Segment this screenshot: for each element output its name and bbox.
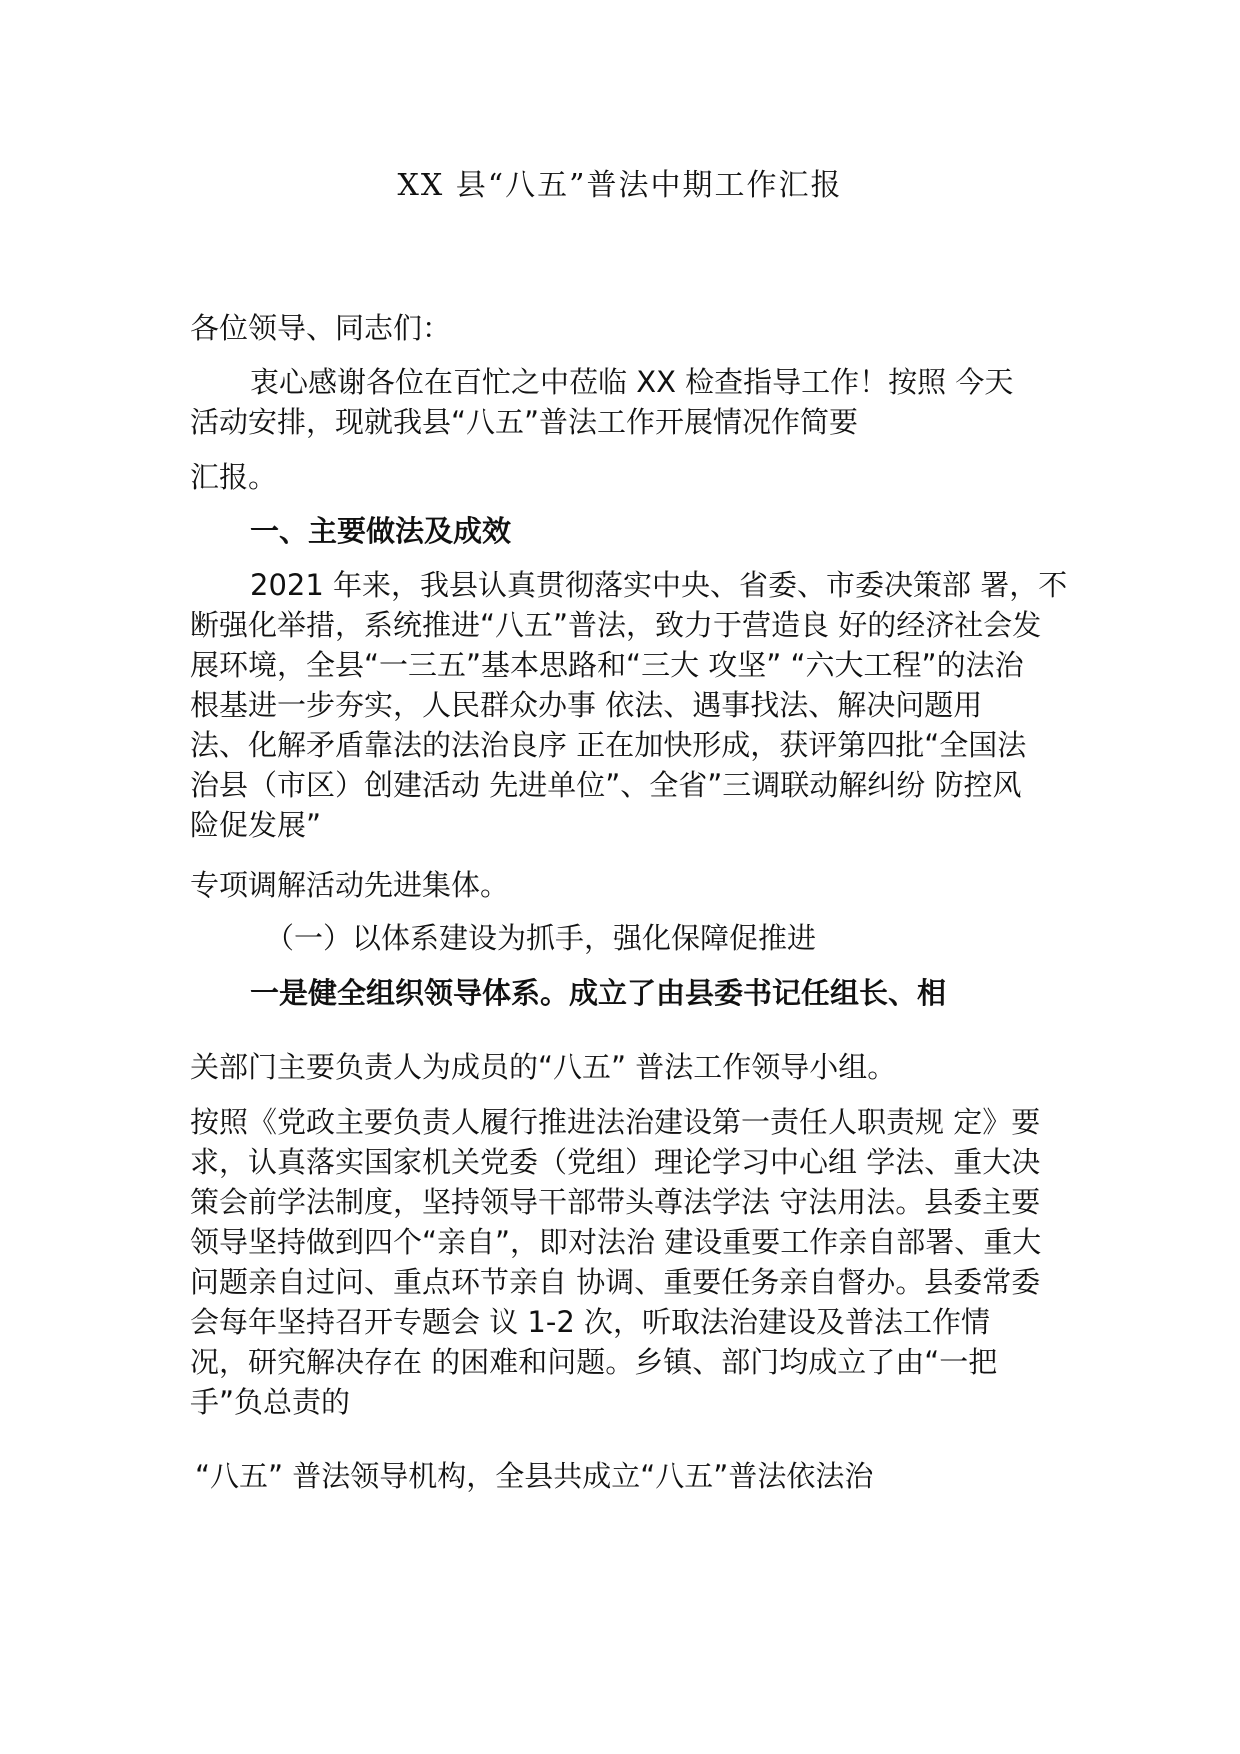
- paragraph-line: 关部门主要负责人为成员的“八五” 普法工作领导小组。: [190, 1050, 897, 1084]
- paragraph-line: “八五” 普法领导机构，全县共成立“八五”普法依法治: [195, 1459, 874, 1493]
- paragraph-line: 一是健全组织领导体系。成立了由县委书记任组长、相: [250, 976, 947, 1010]
- paragraph-line: 展环境，全县“一三五”基本思路和“三大 攻坚” “六大工程”的法治: [190, 648, 1024, 682]
- paragraph-line: 专项调解活动先进集体。: [190, 868, 510, 902]
- paragraph-line: 险促发展”: [190, 808, 322, 842]
- paragraph-line: 2021 年来，我县认真贯彻落实中央、省委、市委决策部 署，不: [250, 568, 1068, 602]
- document-title: XX 县“八五”普法中期工作汇报: [397, 168, 843, 203]
- paragraph-line: 按照《党政主要负责人履行推进法治建设第一责任人职责规 定》要: [190, 1105, 1041, 1139]
- paragraph-line: 活动安排，现就我县“八五”普法工作开展情况作简要: [190, 405, 859, 439]
- salutation: 各位领导、同志们：: [190, 311, 452, 345]
- paragraph-line: 手”负总责的: [190, 1385, 351, 1419]
- paragraph-line: 况，研究解决存在 的困难和问题。乡镇、部门均成立了由“一把: [190, 1345, 998, 1379]
- subsection-heading: （一）以体系建设为抓手，强化保障促推进: [265, 921, 817, 955]
- paragraph-line: 问题亲自过问、重点环节亲自 协调、重要任务亲自督办。县委常委: [190, 1265, 1041, 1299]
- paragraph-line: 根基进一步夯实，人民群众办事 依法、遇事找法、解决问题用: [190, 688, 983, 722]
- paragraph-line: 领导坚持做到四个“亲自”，即对法治 建设重要工作亲自部署、重大: [190, 1225, 1042, 1259]
- paragraph-line: 汇报。: [190, 460, 278, 494]
- section-heading: 一、主要做法及成效: [250, 514, 512, 548]
- paragraph-line: 衷心感谢各位在百忙之中莅临 XX 检查指导工作！按照 今天: [250, 365, 1014, 399]
- paragraph-line: 断强化举措，系统推进“八五”普法，致力于营造良 好的经济社会发: [190, 608, 1042, 642]
- paragraph-line: 策会前学法制度，坚持领导干部带头尊法学法 守法用法。县委主要: [190, 1185, 1041, 1219]
- paragraph-line: 会每年坚持召开专题会 议 1-2 次，听取法治建设及普法工作情: [190, 1305, 991, 1339]
- paragraph-line: 法、化解矛盾靠法的法治良序 正在加快形成，获评第四批“全国法: [190, 728, 1027, 762]
- paragraph-line: 治县（市区）创建活动 先进单位”、全省”三调联动解纠纷 防控风: [190, 768, 1022, 802]
- paragraph-line: 求，认真落实国家机关党委（党组）理论学习中心组 学法、重大决: [190, 1145, 1041, 1179]
